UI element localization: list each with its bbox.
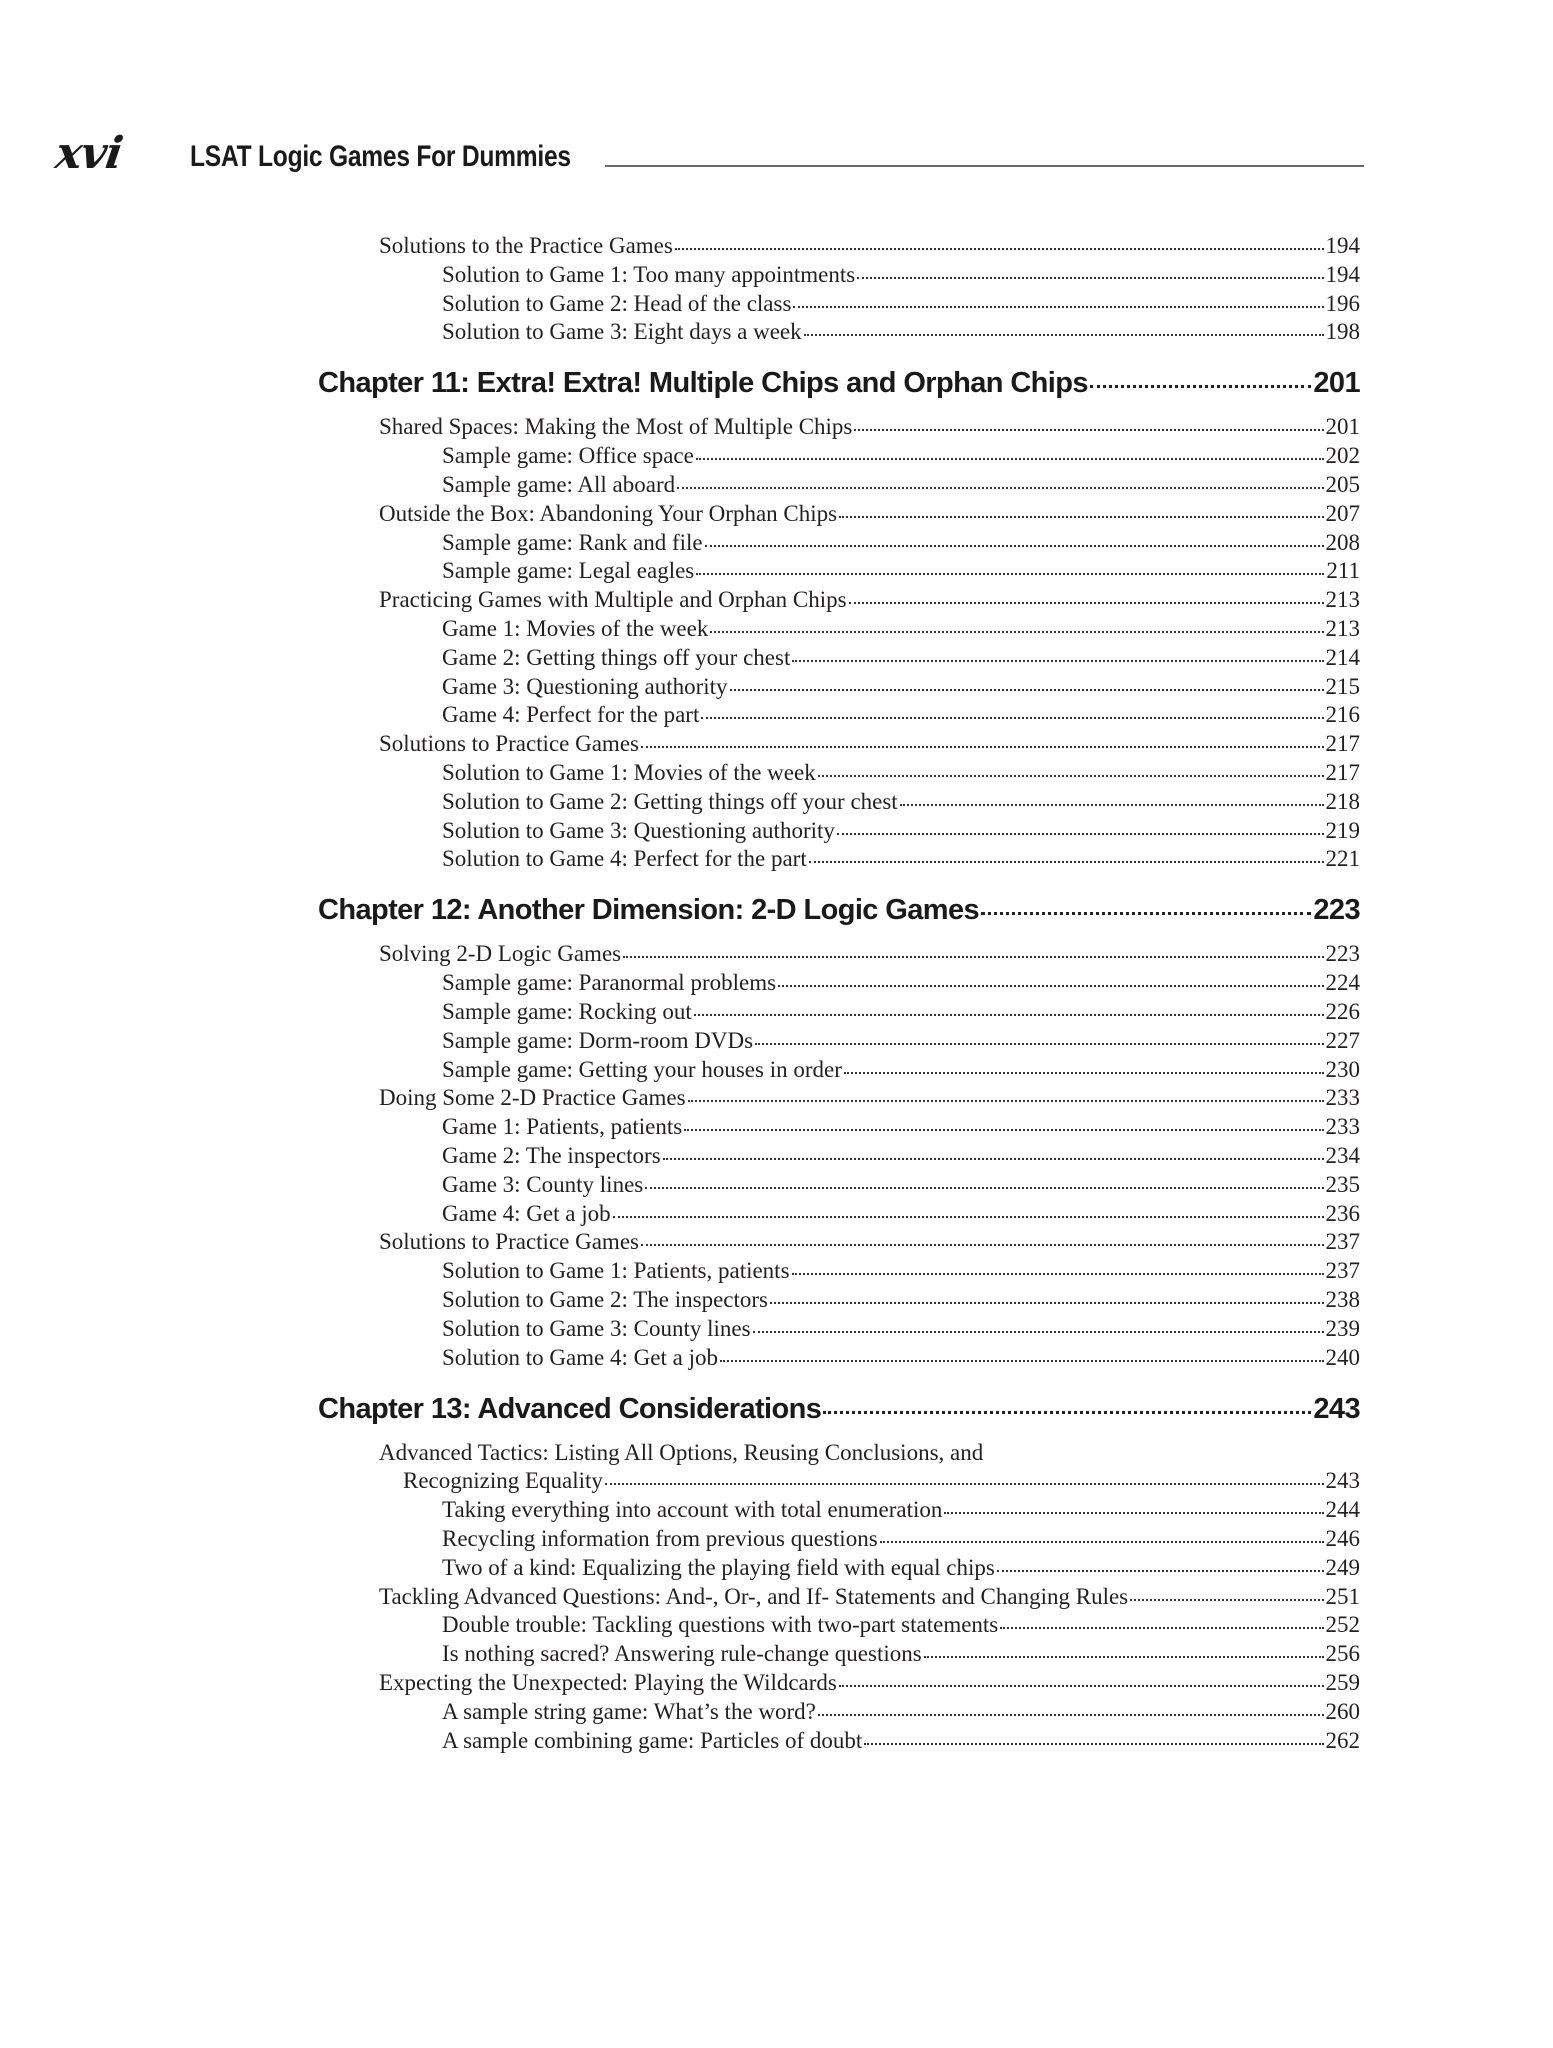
toc-subsection-entry[interactable]	[442, 1027, 1360, 1055]
toc-subsection-entry[interactable]	[442, 1525, 1360, 1553]
dot-leader	[605, 1483, 1324, 1485]
toc-page-number: 230	[1325, 1056, 1360, 1082]
dot-leader	[688, 1100, 1324, 1102]
dot-leader	[720, 1360, 1324, 1362]
toc-entry-title: Solution to Game 3: Eight days a week	[442, 319, 802, 345]
toc-subsection-entry[interactable]	[442, 1698, 1360, 1726]
toc-section-entry[interactable]	[379, 730, 1360, 758]
toc-section-entry[interactable]	[379, 586, 1360, 614]
page-folio: xvi	[52, 128, 126, 179]
toc-entry-title: Solution to Game 1: Patients, patients	[442, 1258, 790, 1284]
toc-section-entry[interactable]	[379, 1669, 1360, 1697]
header-rule	[605, 165, 1364, 167]
dot-leader	[753, 1331, 1324, 1333]
toc-entry-title: A sample combining game: Particles of doubt	[442, 1727, 863, 1753]
toc-page-number: 251	[1325, 1583, 1360, 1609]
toc-chapter-heading[interactable]	[318, 893, 1360, 927]
toc-entry-title: Sample game: Dorm-room DVDs	[442, 1027, 754, 1053]
toc-section-entry[interactable]	[379, 1228, 1360, 1256]
dot-leader	[837, 833, 1324, 835]
toc-page-number: 256	[1325, 1641, 1360, 1667]
toc-entry-title: Recycling information from previous questions	[442, 1526, 878, 1551]
toc-page-number: 207	[1325, 500, 1360, 526]
dot-leader	[675, 248, 1324, 250]
toc-page-number: 217	[1325, 760, 1360, 785]
toc-section-entry[interactable]	[379, 1583, 1360, 1611]
dot-leader	[1130, 1599, 1323, 1601]
toc-entry-title: Solution to Game 3: Questioning authority	[442, 817, 835, 843]
toc-page-number: 223	[1325, 941, 1360, 967]
toc-page-number: 208	[1325, 529, 1360, 555]
toc-page-number: 205	[1325, 472, 1360, 497]
toc-entry-title: Game 1: Patients, patients	[442, 1114, 683, 1140]
toc-page-number: 213	[1325, 587, 1360, 613]
toc-entry-title: Solutions to Practice Games	[379, 1229, 639, 1255]
toc-subsection-entry[interactable]	[442, 998, 1360, 1026]
toc-page-number: 214	[1325, 644, 1360, 670]
dot-leader	[778, 985, 1323, 987]
toc-page-number: 219	[1325, 817, 1360, 843]
toc-subsection-entry[interactable]	[442, 1554, 1360, 1582]
toc-subsection-entry[interactable]	[442, 969, 1360, 997]
toc-entry-title: Game 2: Getting things off your chest	[442, 644, 791, 670]
toc-entry-title: Game 1: Movies of the week	[442, 616, 709, 641]
dot-leader	[854, 429, 1323, 431]
toc-entry-title: Solution to Game 3: County lines	[442, 1315, 751, 1341]
toc-entry-title: Solution to Game 2: Getting things off your chest	[442, 788, 898, 814]
toc-entry-title: Solution to Game 4: Get a job	[442, 1344, 718, 1370]
toc-subsection-entry[interactable]	[442, 1496, 1360, 1524]
dot-leader	[770, 1302, 1323, 1304]
dot-leader	[641, 746, 1324, 748]
toc-page-number: 236	[1325, 1200, 1360, 1226]
toc-entry-title: Doing Some 2-D Practice Games	[379, 1085, 686, 1111]
toc-section-entry[interactable]	[379, 940, 1360, 968]
toc-subsection-entry[interactable]	[442, 1640, 1360, 1668]
toc-page-number: 224	[1325, 970, 1360, 996]
toc-page-number: 243	[1325, 1468, 1360, 1494]
toc-subsection-entry[interactable]	[442, 1056, 1360, 1084]
toc-entry-title: Shared Spaces: Making the Most of Multiple Chips	[379, 414, 853, 440]
dot-leader	[944, 1512, 1323, 1514]
toc-subsection-entry[interactable]	[442, 701, 1360, 729]
toc-subsection-entry[interactable]	[442, 529, 1360, 557]
dot-leader	[705, 545, 1324, 547]
toc-subsection-entry[interactable]	[442, 788, 1360, 816]
toc-entry-title: Solutions to the Practice Games	[379, 233, 673, 258]
toc-page-number: 213	[1325, 616, 1360, 641]
dot-leader	[804, 334, 1324, 336]
toc-entry-title: Game 4: Perfect for the part	[442, 702, 700, 728]
toc-entry-title: Game 4: Get a job	[442, 1200, 611, 1226]
toc-page-number: 196	[1325, 290, 1360, 316]
toc-page-number: 201	[1325, 414, 1360, 440]
dot-leader	[677, 487, 1323, 489]
toc-entry-title: Taking everything into account with total enumeration	[442, 1497, 943, 1523]
dot-leader	[694, 1014, 1324, 1016]
toc-chapter-heading[interactable]	[318, 366, 1360, 400]
toc-subsection-entry[interactable]	[442, 442, 1360, 470]
toc-entry-title: Chapter 13: Advanced Considerations	[318, 1392, 822, 1425]
toc-subsection-entry[interactable]	[442, 1727, 1360, 1755]
dot-leader	[792, 660, 1323, 662]
toc-page-number: 262	[1325, 1727, 1360, 1753]
toc-entry-title: Solution to Game 2: Head of the class	[442, 290, 792, 316]
toc-page-number: 216	[1325, 702, 1360, 728]
toc-entry-title: Solving 2-D Logic Games	[379, 941, 622, 967]
toc-entry-title: Is nothing sacred? Answering rule-change questions	[442, 1641, 922, 1667]
toc-entry-title: Advanced Tactics: Listing All Options, Reusing Conclusions, and	[379, 1439, 984, 1465]
dot-leader	[645, 1187, 1323, 1189]
toc-entry-title: Solutions to Practice Games	[379, 731, 639, 757]
dot-leader	[844, 1072, 1324, 1074]
dot-leader	[818, 1714, 1324, 1716]
dot-leader	[792, 1273, 1324, 1275]
toc-page-number: 237	[1325, 1229, 1360, 1255]
toc-page-number: 243	[1313, 1392, 1360, 1425]
toc-subsection-entry[interactable]	[442, 1286, 1360, 1314]
toc-entry-title: Sample game: Legal eagles	[442, 558, 695, 584]
dot-leader	[710, 631, 1323, 633]
toc-subsection-entry[interactable]	[442, 615, 1360, 643]
toc-page-number: 240	[1325, 1344, 1360, 1370]
toc-page-number: 235	[1325, 1171, 1360, 1197]
toc-subsection-entry[interactable]	[442, 845, 1360, 873]
toc-section-entry[interactable]	[379, 500, 1360, 528]
toc-entry-title: Recognizing Equality	[403, 1468, 603, 1494]
dot-leader	[641, 1244, 1324, 1246]
dot-leader	[849, 602, 1324, 604]
toc-section-entry[interactable]	[379, 413, 1360, 441]
dot-leader	[696, 573, 1324, 575]
toc-subsection-entry[interactable]	[442, 471, 1360, 499]
dot-leader	[839, 1685, 1324, 1687]
toc-chapter-heading[interactable]	[318, 1392, 1360, 1426]
toc-subsection-entry[interactable]	[442, 290, 1360, 318]
toc-subsection-entry[interactable]	[442, 261, 1360, 289]
dot-leader	[623, 956, 1323, 958]
toc-page-number: 202	[1325, 443, 1360, 469]
toc-page-number: 194	[1325, 233, 1360, 258]
dot-leader	[857, 277, 1323, 279]
dot-leader	[755, 1043, 1323, 1045]
toc-section-entry[interactable]	[379, 232, 1360, 260]
toc-subsection-entry[interactable]	[442, 644, 1360, 672]
toc-page-number: 233	[1325, 1085, 1360, 1111]
toc-subsection-entry[interactable]	[442, 1113, 1360, 1141]
toc-subsection-entry[interactable]	[442, 1344, 1360, 1372]
toc-entry-title: Sample game: Getting your houses in order	[442, 1056, 842, 1082]
toc-subsection-entry[interactable]	[442, 1171, 1360, 1199]
toc-entry-title: Sample game: Rocking out	[442, 999, 692, 1024]
toc-entry-title: Tackling Advanced Questions: And-, Or-, and If- Statements and Changing Rules	[379, 1583, 1129, 1609]
dot-leader	[818, 775, 1324, 777]
toc-entry-title: Sample game: Office space	[442, 443, 694, 469]
dot-leader	[997, 1570, 1324, 1572]
toc-subsection-entry[interactable]	[442, 673, 1360, 701]
toc-page-number: 194	[1325, 261, 1360, 287]
toc-entry-title: Game 3: County lines	[442, 1171, 644, 1197]
toc-entry-title: Solution to Game 2: The inspectors	[442, 1287, 769, 1312]
dot-leader	[663, 1158, 1324, 1160]
toc-entry-title: A sample string game: What’s the word?	[442, 1698, 816, 1724]
toc-entry-title: Game 3: Questioning authority	[442, 673, 728, 699]
toc-page-number: 211	[1326, 558, 1360, 584]
toc-entry-title: Practicing Games with Multiple and Orphan Chips	[379, 587, 847, 613]
toc-page-number: 237	[1325, 1258, 1360, 1284]
toc-subsection-entry[interactable]	[442, 1315, 1360, 1343]
toc-page-number: 234	[1325, 1143, 1360, 1168]
dot-leader	[1000, 1627, 1323, 1629]
toc-page-number: 226	[1325, 999, 1360, 1024]
dot-leader	[864, 1743, 1323, 1745]
toc-page-number: 238	[1325, 1287, 1360, 1312]
toc-entry-title: Solution to Game 1: Too many appointments	[442, 261, 856, 287]
toc-subsection-entry[interactable]	[442, 1142, 1360, 1170]
toc-page-number: 252	[1325, 1612, 1360, 1638]
dot-leader	[823, 1411, 1311, 1414]
toc-page-number: 201	[1313, 367, 1360, 400]
toc-entry-title: Sample game: Paranormal problems	[442, 970, 777, 996]
dot-leader	[701, 717, 1323, 719]
dot-leader	[730, 689, 1324, 691]
toc-subsection-entry[interactable]	[442, 759, 1360, 787]
toc-entry-title: Sample game: Rank and file	[442, 529, 703, 555]
dot-leader	[924, 1656, 1324, 1658]
toc-entry-title: Sample game: All aboard	[442, 472, 676, 497]
toc-page-number: 221	[1325, 846, 1360, 872]
toc-page-number: 244	[1325, 1497, 1360, 1523]
toc-entry-title: Two of a kind: Equalizing the playing field with equal chips	[442, 1554, 995, 1580]
toc-entry-title: Outside the Box: Abandoning Your Orphan Chips	[379, 500, 838, 526]
toc-entry-title: Chapter 12: Another Dimension: 2-D Logic Games	[318, 894, 979, 927]
toc-page-number: 227	[1325, 1027, 1360, 1053]
toc-entry-title: Game 2: The inspectors	[442, 1143, 661, 1168]
toc-page-number: 249	[1325, 1554, 1360, 1580]
toc-subsection-entry[interactable]	[442, 817, 1360, 845]
toc-page-number: 217	[1325, 731, 1360, 757]
toc-page-number: 239	[1325, 1315, 1360, 1341]
toc-subsection-entry[interactable]	[442, 1257, 1360, 1285]
toc-subsection-entry[interactable]	[442, 318, 1360, 346]
toc-subsection-entry[interactable]	[442, 557, 1360, 585]
toc-page-number: 198	[1325, 319, 1360, 345]
toc-entry-title: Double trouble: Tackling questions with two-part statements	[442, 1612, 999, 1638]
dot-leader	[793, 306, 1323, 308]
running-title: LSAT Logic Games For Dummies	[190, 140, 571, 173]
dot-leader	[613, 1216, 1324, 1218]
toc-entry-title: Expecting the Unexpected: Playing the Wildcards	[379, 1670, 837, 1695]
toc-subsection-entry[interactable]	[442, 1200, 1360, 1228]
dot-leader	[1090, 385, 1312, 388]
dot-leader	[880, 1541, 1324, 1543]
toc-page-number: 233	[1325, 1114, 1360, 1140]
dot-leader	[900, 804, 1324, 806]
dot-leader	[809, 861, 1324, 863]
toc-section-entry[interactable]	[379, 1084, 1360, 1112]
dot-leader	[696, 458, 1324, 460]
dot-leader	[981, 912, 1311, 915]
toc-page-number: 260	[1325, 1698, 1360, 1724]
toc-section-entry[interactable]	[403, 1467, 1360, 1495]
toc-subsection-entry[interactable]	[442, 1611, 1360, 1639]
toc-entry-title: Solution to Game 4: Perfect for the part	[442, 846, 807, 872]
dot-leader	[684, 1129, 1323, 1131]
dot-leader	[839, 516, 1323, 518]
toc-page-number: 246	[1325, 1526, 1360, 1551]
toc-entry-title: Chapter 11: Extra! Extra! Multiple Chips and Orphan Chips	[318, 367, 1088, 400]
toc-page-number: 218	[1325, 788, 1360, 814]
toc-page-number: 259	[1325, 1670, 1360, 1695]
toc-entry-title: Solution to Game 1: Movies of the week	[442, 760, 816, 785]
toc-page-number: 223	[1313, 894, 1360, 927]
toc-page-number: 215	[1325, 673, 1360, 699]
